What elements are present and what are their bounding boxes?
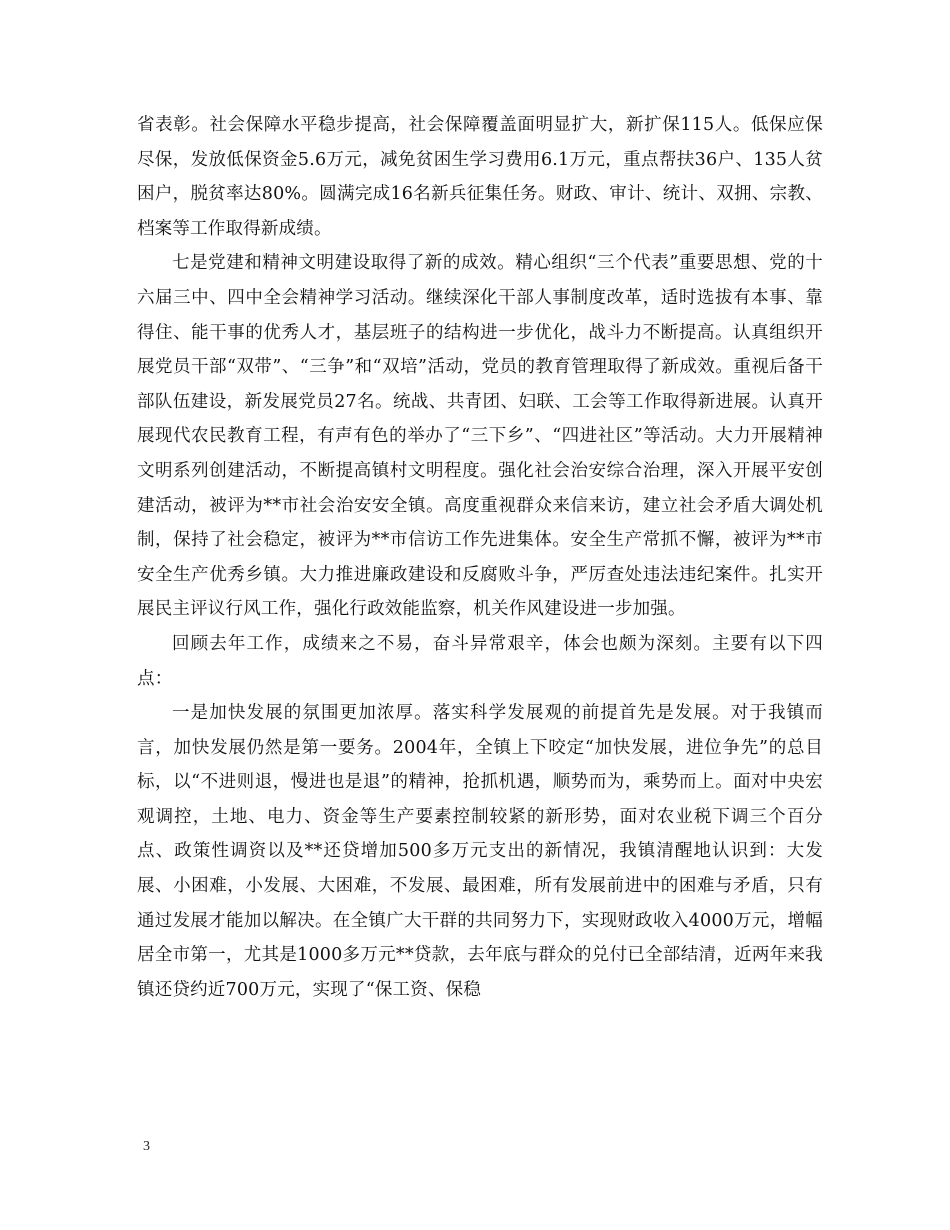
paragraph-point-one: 一是加快发展的氛围更加浓厚。落实科学发展观的前提首先是发展。对于我镇而言，加快发展仍然是第一要务。2004年，全镇上下咬定“加快发展，进位争先”的总目标，以“不进则退，慢进也是退”的精神，抢抓机遇，顺势而为，乘势而上。面对中央宏观调控，土地、电力、资金等生产要素控制较紧的新形势，面对农业税下调三个百分点、政策性调资以及**还贷增加500多万元支出的新情况，我镇清醒地认识到：大发展、小困难，小发展、大困难，不发展、最困难，所有发展前进中的困难与矛盾，只有通过发展才能加以解决。在全镇广大干群的共同努力下，实现财政收入4000万元，增幅居全市第一，尤其是1000多万元**贷款，去年底与群众的兑付已全部结清，近两年来我镇还贷约近700万元，实现了“保工资、保稳 xyxy=(137,703,823,1000)
paragraph-continuation: 省表彰。社会保障水平稳步提高，社会保障覆盖面明显扩大，新扩保115人。低保应保尽保，发放低保资金5.6万元，减免贫困生学习费用6.1万元，重点帮扶36户、135人贫困户，脱贫率达80%。圆满完成16名新兵征集任务。财政、审计、统计、双拥、宗教、档案等工作取得新成绩。 xyxy=(137,115,823,239)
page-number: 3 xyxy=(143,1139,150,1154)
paragraph-party-building: 七是党建和精神文明建设取得了新的成效。精心组织“三个代表”重要思想、党的十六届三中、四中全会精神学习活动。继续深化干部人事制度改革，适时选拔有本事、靠得住、能干事的优秀人才，基层班子的结构进一步优化，战斗力不断提高。认真组织开展党员干部“双带”、“三争”和“双培”活动，党员的教育管理取得了新成效。重视后备干部队伍建设，新发展党员27名。统战、共青团、妇联、工会等工作取得新进展。认真开展现代农民教育工程，有声有色的举办了“三下乡”、“四进社区”等活动。大力开展精神文明系列创建活动，不断提高镇村文明程度。强化社会治安综合治理，深入开展平安创建活动，被评为**市社会治安安全镇。高度重视群众来信来访，建立社会矛盾大调处机制，保持了社会稳定，被评为**市信访工作先进集体。安全生产常抓不懈，被评为**市安全生产优秀乡镇。大力推进廉政建设和反腐败斗争，严厉查处违法违纪案件。扎实开展民主评议行风工作，强化行政效能监察，机关作风建设进一步加强。 xyxy=(137,253,823,620)
paragraph-review: 回顾去年工作，成绩来之不易，奋斗异常艰辛，体会也颇为深刻。主要有以下四点： xyxy=(137,633,823,689)
body-text xyxy=(137,108,823,1007)
